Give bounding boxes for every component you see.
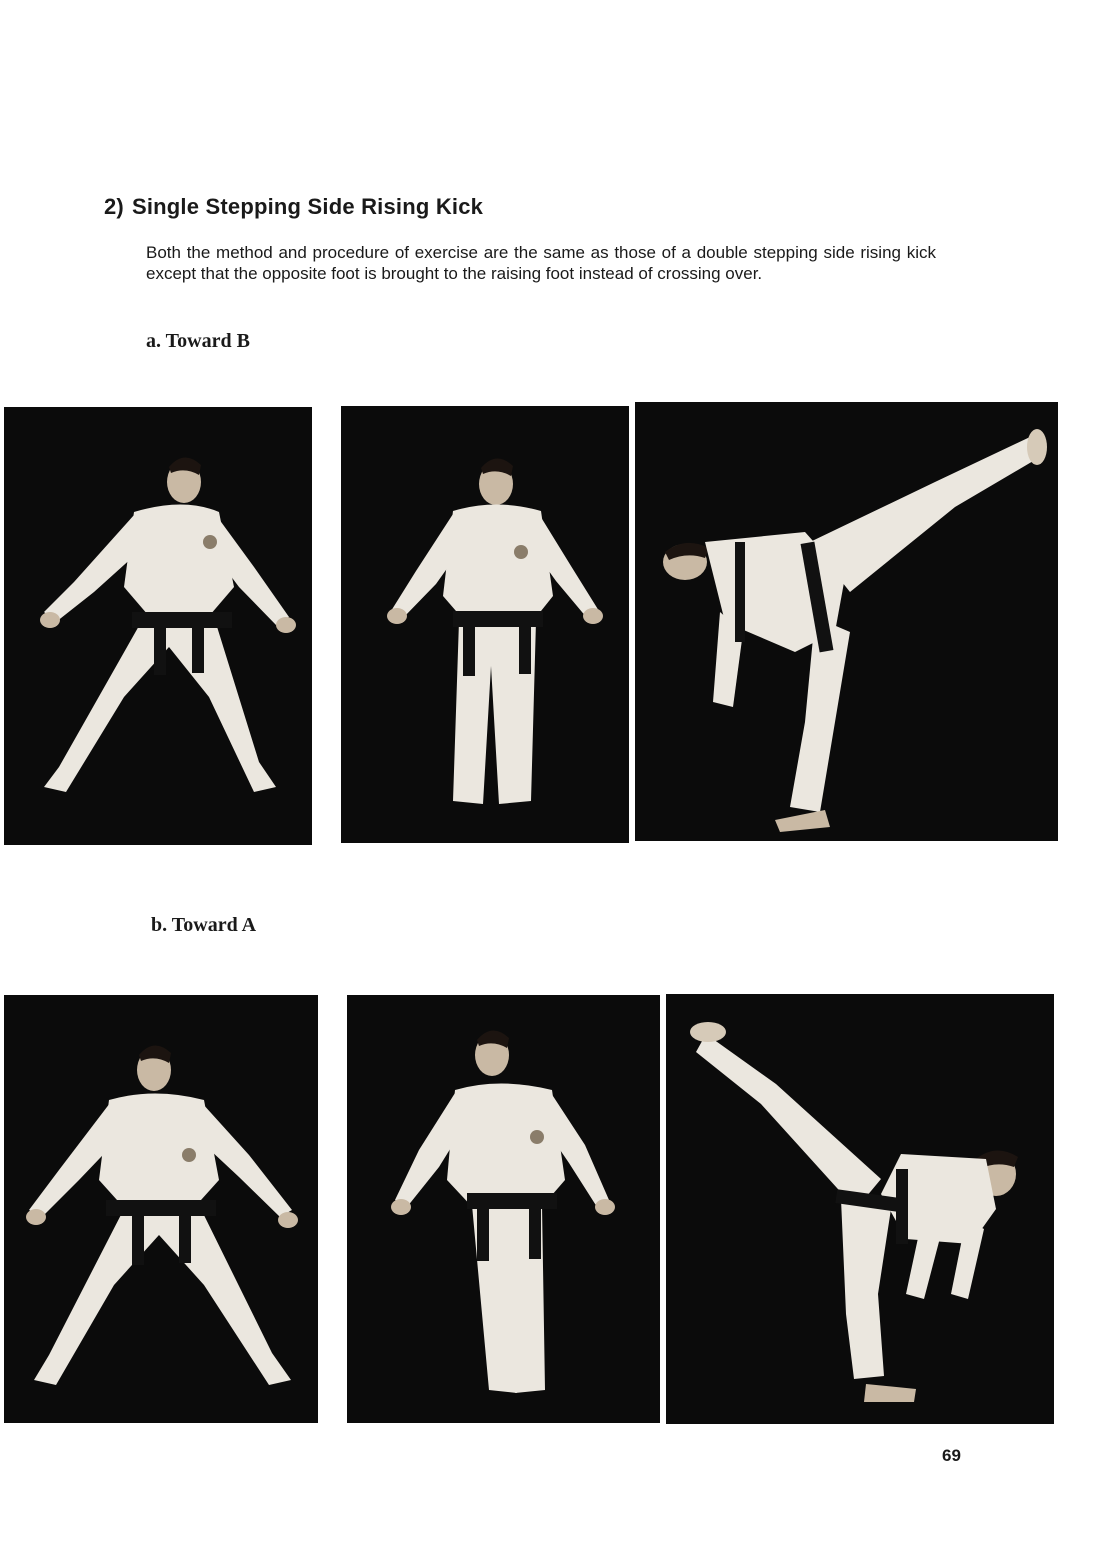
photo-b2-closed-stance (347, 995, 660, 1423)
section-number: 2) (104, 194, 124, 219)
figure-closed-stance (347, 995, 660, 1423)
subsection-heading-a: a. Toward B (146, 330, 250, 352)
figure-wide-stance (4, 407, 312, 845)
photo-a2-closed-stance (341, 406, 629, 843)
photo-b3-side-rising-kick (666, 994, 1054, 1424)
photo-a1-wide-stance (4, 407, 312, 845)
figure-side-rising-kick (666, 994, 1054, 1424)
photo-b1-wide-stance (4, 995, 318, 1423)
page-number: 69 (942, 1446, 961, 1465)
section-title-text: Single Stepping Side Rising Kick (131, 194, 484, 219)
figure-closed-stance (341, 406, 629, 843)
section-title (104, 194, 483, 220)
subsection-heading-b: b. Toward A (151, 914, 257, 936)
figure-side-rising-kick (635, 402, 1058, 841)
photo-a3-side-rising-kick (635, 402, 1058, 841)
section-body-text: Both the method and procedure of exercise are the same as those of a double stepping side rising kick except that the opposite foot is brought to the raising foot instead of crossing over. (146, 243, 936, 283)
figure-wide-stance (4, 995, 318, 1423)
